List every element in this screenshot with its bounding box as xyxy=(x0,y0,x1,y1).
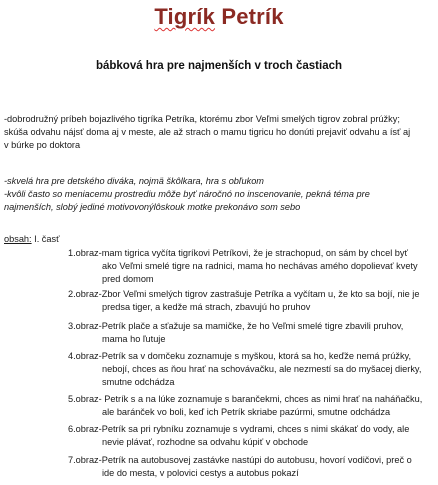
scene-line: nebojí, chces as ňou hrať na schovávačku, ale nezmestí sa do myšacej dierky, xyxy=(102,364,422,374)
section-heading xyxy=(4,233,60,245)
scene-first-line: 7.obraz-Petrík na autobusovej zastávke nastúpi do autobusu, hovorí vodičovi, preč o xyxy=(68,455,412,465)
title-word-1: Tigrík xyxy=(154,4,216,29)
scene-line: smutne odchádza xyxy=(102,377,175,387)
intro-line: skúša odvahu nájsť doma aj v meste, ale až strach o mamu tigricu ho donúti prejaviť odvahu a ísť aj xyxy=(4,127,411,137)
scene-line: ako Veľmi smelé tigre na radnici, mama ho nechávas amého dopolievať kvety xyxy=(102,261,418,271)
section-label: obsah: xyxy=(4,234,32,244)
scene-item xyxy=(0,423,438,451)
audience-line: -skvelá hra pre detského diváka, nojmä škôlkara, hra s obľukom xyxy=(4,176,264,186)
scene-first-line: 4.obraz-Petrík sa v domčeku zoznamuje s myškou, ktorá sa ho, keďže nemá prúžky, xyxy=(68,351,412,361)
scene-item xyxy=(0,247,438,287)
scene-item xyxy=(0,288,438,316)
scene-line: predsa tiger, a kedže má strach, zbavujú ho pruhov xyxy=(102,302,311,312)
scene-first-line: 5.obraz- Petrík s a na lúke zoznamuje s barančekmi, chces as nimi hrať na naháňačku, xyxy=(68,394,423,404)
scene-line: mama ho ľutuje xyxy=(102,334,166,344)
intro-line: -dobrodružný príbeh bojazlivého tigríka Petríka, ktorému zbor Veľmi smelých tigrov zobral prúžky; xyxy=(4,114,400,124)
section-part: I. časť xyxy=(31,234,60,244)
audience-line: -kvôli často so meniacemu prostrediu môže byť náročnó no inscenovanie, pekná téma pre xyxy=(4,189,370,199)
scene-line: nevie plávať, rozhodne sa odvahu kúpiť v obchode xyxy=(102,437,309,447)
scene-first-line: 2.obraz-Zbor Veľmi smelých tigrov zastrašuje Petríka a vyčítam u, že kto sa bojí, nie je xyxy=(68,289,420,299)
scene-line: pred domom xyxy=(102,274,154,284)
scene-item xyxy=(0,393,438,421)
intro-line: v búrke po doktora xyxy=(4,140,81,150)
document-title xyxy=(0,4,438,30)
scene-first-line: 3.obraz-Petrík plače a sťažuje sa mamičke, že ho Veľmi smelé tigre zbavili pruhov, xyxy=(68,321,404,331)
scene-item xyxy=(0,350,438,390)
scene-item xyxy=(0,454,438,482)
scene-first-line: 6.obraz-Petrík sa pri rybníku zoznamuje s vydrami, chces s nimi skákať do vody, ale xyxy=(68,424,410,434)
scene-line: ale baránček vo boli, keď ich Petrík skriabe pazúrmi, smutne odchádza xyxy=(102,407,391,417)
scene-first-line: 1.obraz-mam tigrica vyčíta tigríkovi Petríkovi, že je strachopud, on sám by chcel byť xyxy=(68,248,408,258)
scene-line: ide do mesta, v polovici cestys a autobus pokazí xyxy=(102,468,299,478)
document-subtitle: bábková hra pre najmenších v troch častiach xyxy=(95,60,343,72)
audience-line: najmenších, slobý jediné motivovonýlôskouk motke prekonávo som sebo xyxy=(4,202,301,212)
title-word-2: Petrík xyxy=(221,4,284,29)
scene-item xyxy=(0,320,438,348)
